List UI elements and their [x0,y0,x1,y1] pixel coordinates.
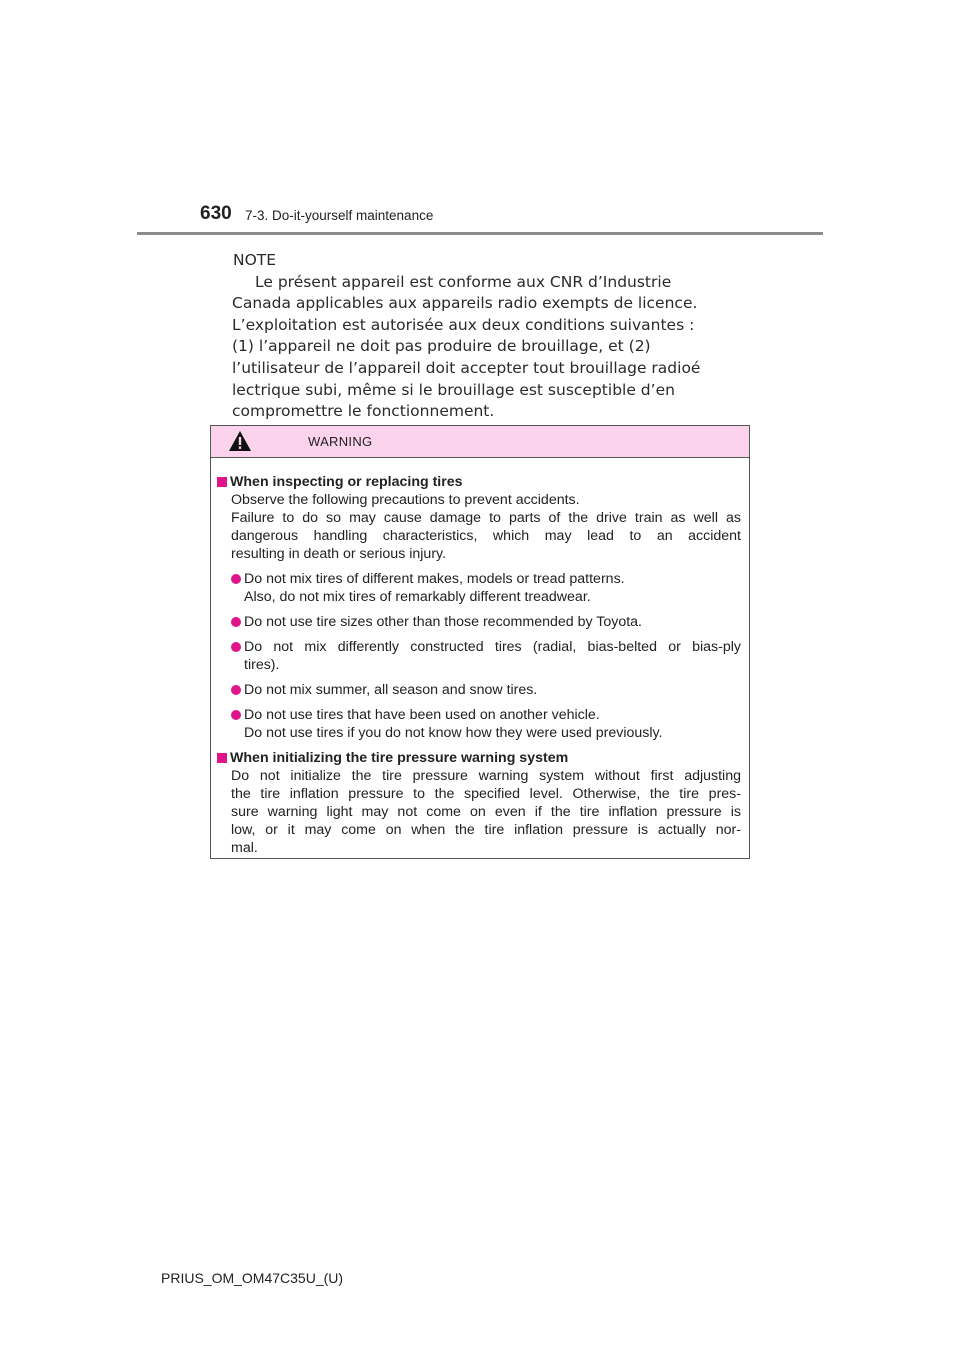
round-bullet-icon [231,710,241,720]
list-item: Do not mix differently constructed tires (radial, bias-belted or bias-ply tires). [217,638,741,674]
note-line: l’utilisateur de l’appareil doit accepter tout brouillage radioé [232,358,701,377]
note-line: L’exploitation est autorisée aux deux conditions suivantes : [232,315,695,334]
warning-label: WARNING [308,434,373,449]
warning-triangle-icon [228,430,252,452]
section-heading-inspecting-tires: When inspecting or replacing tires [217,473,741,491]
round-bullet-icon [231,617,241,627]
warning-header [211,426,749,458]
round-bullet-icon [231,685,241,695]
section-intro: Do not initialize the tire pressure warning system without first adjusting the tire inflation pressure to the specified level. Otherwise, the tire pres- sure warning light may not come on even if the tire inflation pressure is low, or it may come on when the tire inflation pressure is actually nor- mal. [231,768,741,856]
square-bullet-icon [217,753,227,763]
note-line: lectrique subi, même si le brouillage est susceptible d’en [232,380,675,399]
note-block [232,250,752,423]
square-bullet-icon [217,477,227,487]
round-bullet-icon [231,642,241,652]
list-item: Do not mix summer, all season and snow tires. [217,681,741,699]
list-item: Do not use tires that have been used on another vehicle. Do not use tires if you do not know how they were used previously. [217,706,741,742]
round-bullet-icon [231,574,241,584]
note-line: Canada applicables aux appareils radio exempts de licence. [232,294,698,313]
footer-doc-id: PRIUS_OM_OM47C35U_(U) [161,1270,344,1286]
note-line: (1) l’appareil ne doit pas produire de brouillage, et (2) [232,337,651,356]
note-line: Le présent appareil est conforme aux CNR d’Industrie [255,272,672,291]
list-item: Do not mix tires of different makes, models or tread patterns. Also, do not mix tires of remarkably different treadwear. [217,570,741,606]
page-number: 630 [200,203,232,224]
section-intro: Observe the following precautions to prevent accidents. Failure to do so may cause damage to parts of the drive train as well as dangerous handling characteristics, which may lead to an accident resulting in death or serious injury. [231,492,741,562]
note-heading: NOTE [233,251,277,269]
section-title: 7-3. Do-it-yourself maintenance [245,208,434,223]
warning-box [210,425,750,859]
note-line: compromettre le fonctionnement. [232,402,495,421]
list-item: Do not use tire sizes other than those recommended by Toyota. [217,613,741,631]
header-divider [137,232,823,235]
section-heading-initializing-tpws: When initializing the tire pressure warning system [217,749,741,767]
warning-body [211,458,749,857]
